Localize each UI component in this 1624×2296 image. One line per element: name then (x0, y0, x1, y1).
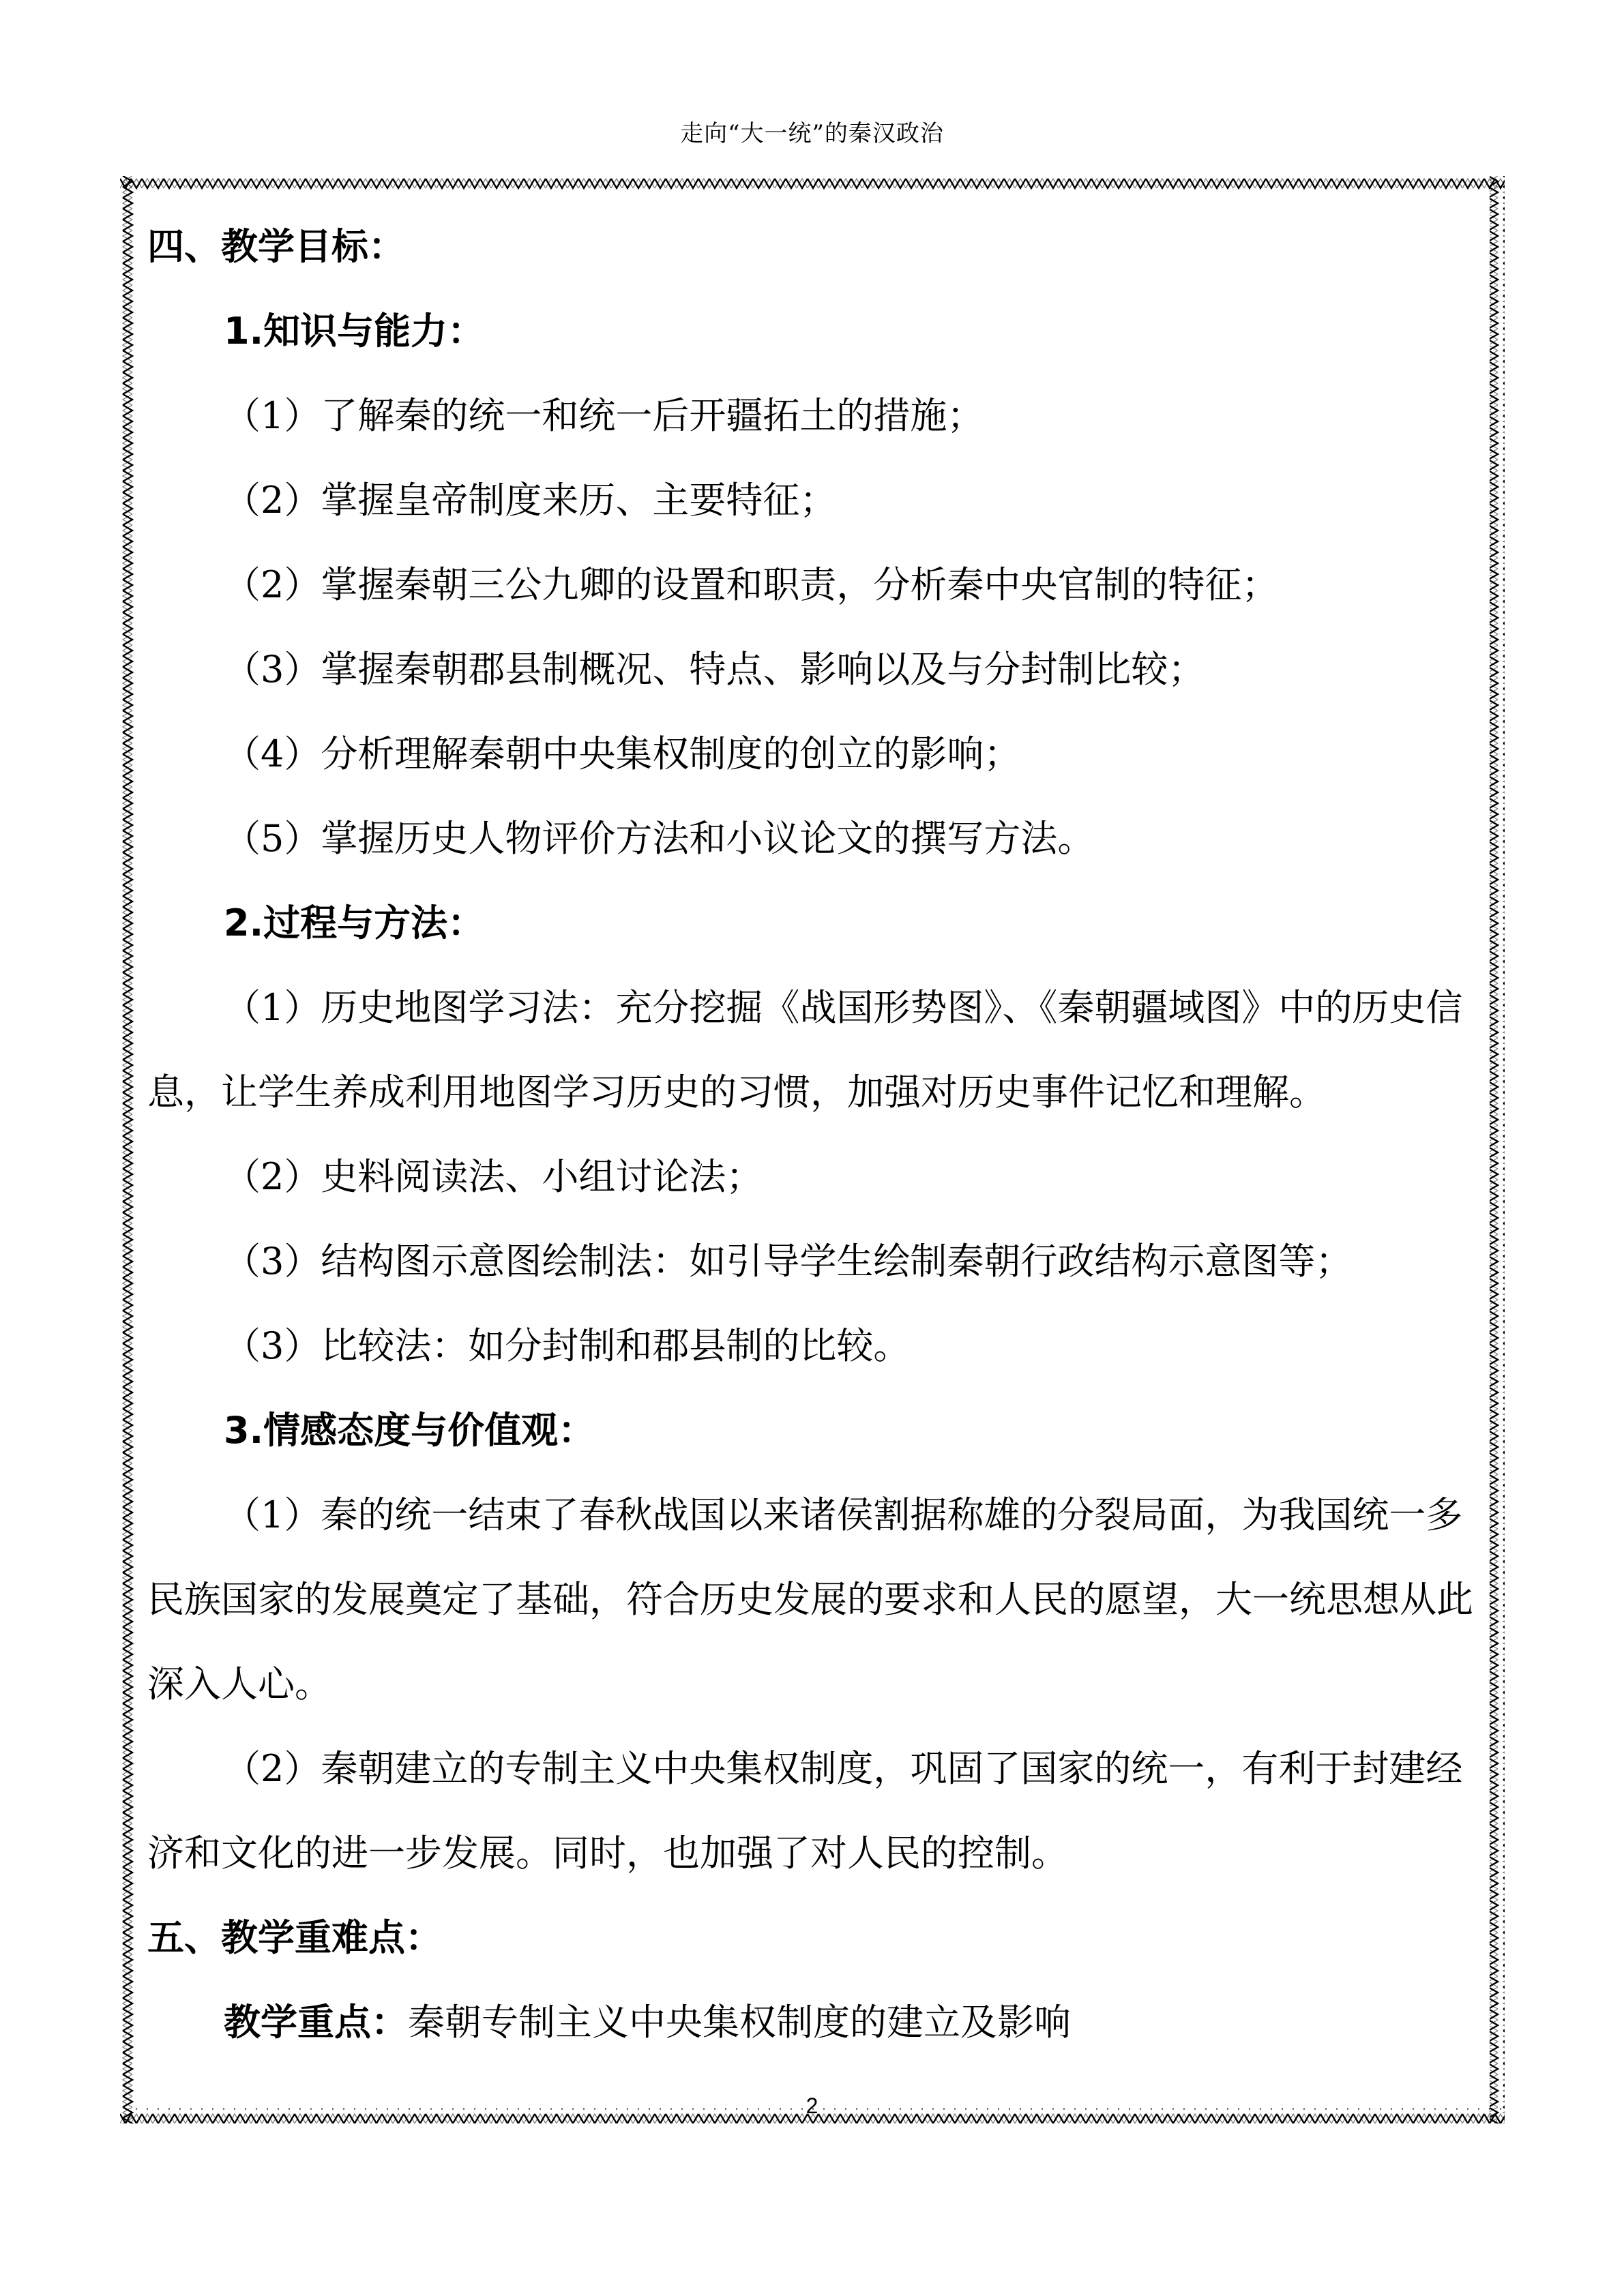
key-point-line (147, 1980, 1477, 2065)
list-item: （2）掌握秦朝三公九卿的设置和职责，分析秦中央官制的特征； (224, 563, 1279, 606)
key-point-text: 秦朝专制主义中央集权制度的建立及影响 (408, 2001, 1071, 2044)
subheading-emotion-values: 3.情感态度与价值观： (224, 1409, 595, 1452)
list-item: （4）分析理解秦朝中央集权制度的创立的影响； (224, 732, 1021, 775)
section-heading-key-difficult-points: 五、教学重难点： (147, 1916, 442, 1959)
key-point-label: 教学重点： (224, 2001, 408, 2044)
list-item: （3）结构图示意图绘制法：如引导学生绘制秦朝行政结构示意图等； (224, 1240, 1353, 1283)
list-item: （3）比较法：如分封制和郡县制的比较。 (224, 1324, 911, 1367)
list-item: （3）掌握秦朝郡县制概况、特点、影响以及与分封制比较； (224, 648, 1205, 691)
page-header-title: 走向“大一统”的秦汉政治 (680, 120, 944, 147)
list-item: （2）秦朝建立的专制主义中央集权制度，巩固了国家的统一，有利于封建经济和文化的进一步发展。同时，也加强了对人民的控制。 (147, 1747, 1463, 1875)
list-item: （1）秦的统一结束了春秋战国以来诸侯割据称雄的分裂局面，为我国统一多民族国家的发展奠定了基础，符合历史发展的要求和人民的愿望，大一统思想从此深入人心。 (147, 1493, 1473, 1705)
section-heading-teaching-objectives: 四、教学目标： (147, 225, 405, 268)
list-item: （1）历史地图学习法：充分挖掘《战国形势图》、《秦朝疆域图》中的历史信息，让学生养成利用地图学习历史的习惯，加强对历史事件记忆和理解。 (147, 986, 1463, 1114)
subheading-knowledge-ability: 1.知识与能力： (224, 310, 485, 353)
list-item: （1）了解秦的统一和统一后开疆拓土的措施； (224, 394, 984, 437)
subheading-process-method: 2.过程与方法： (224, 901, 485, 944)
page-number: 2 (806, 2093, 818, 2118)
list-item: （2）史料阅读法、小组讨论法； (224, 1155, 763, 1198)
list-item: （5）掌握历史人物评价方法和小议论文的撰写方法。 (224, 817, 1095, 860)
list-item: （2）掌握皇帝制度来历、主要特征； (224, 479, 837, 522)
main-content (147, 205, 1477, 2065)
